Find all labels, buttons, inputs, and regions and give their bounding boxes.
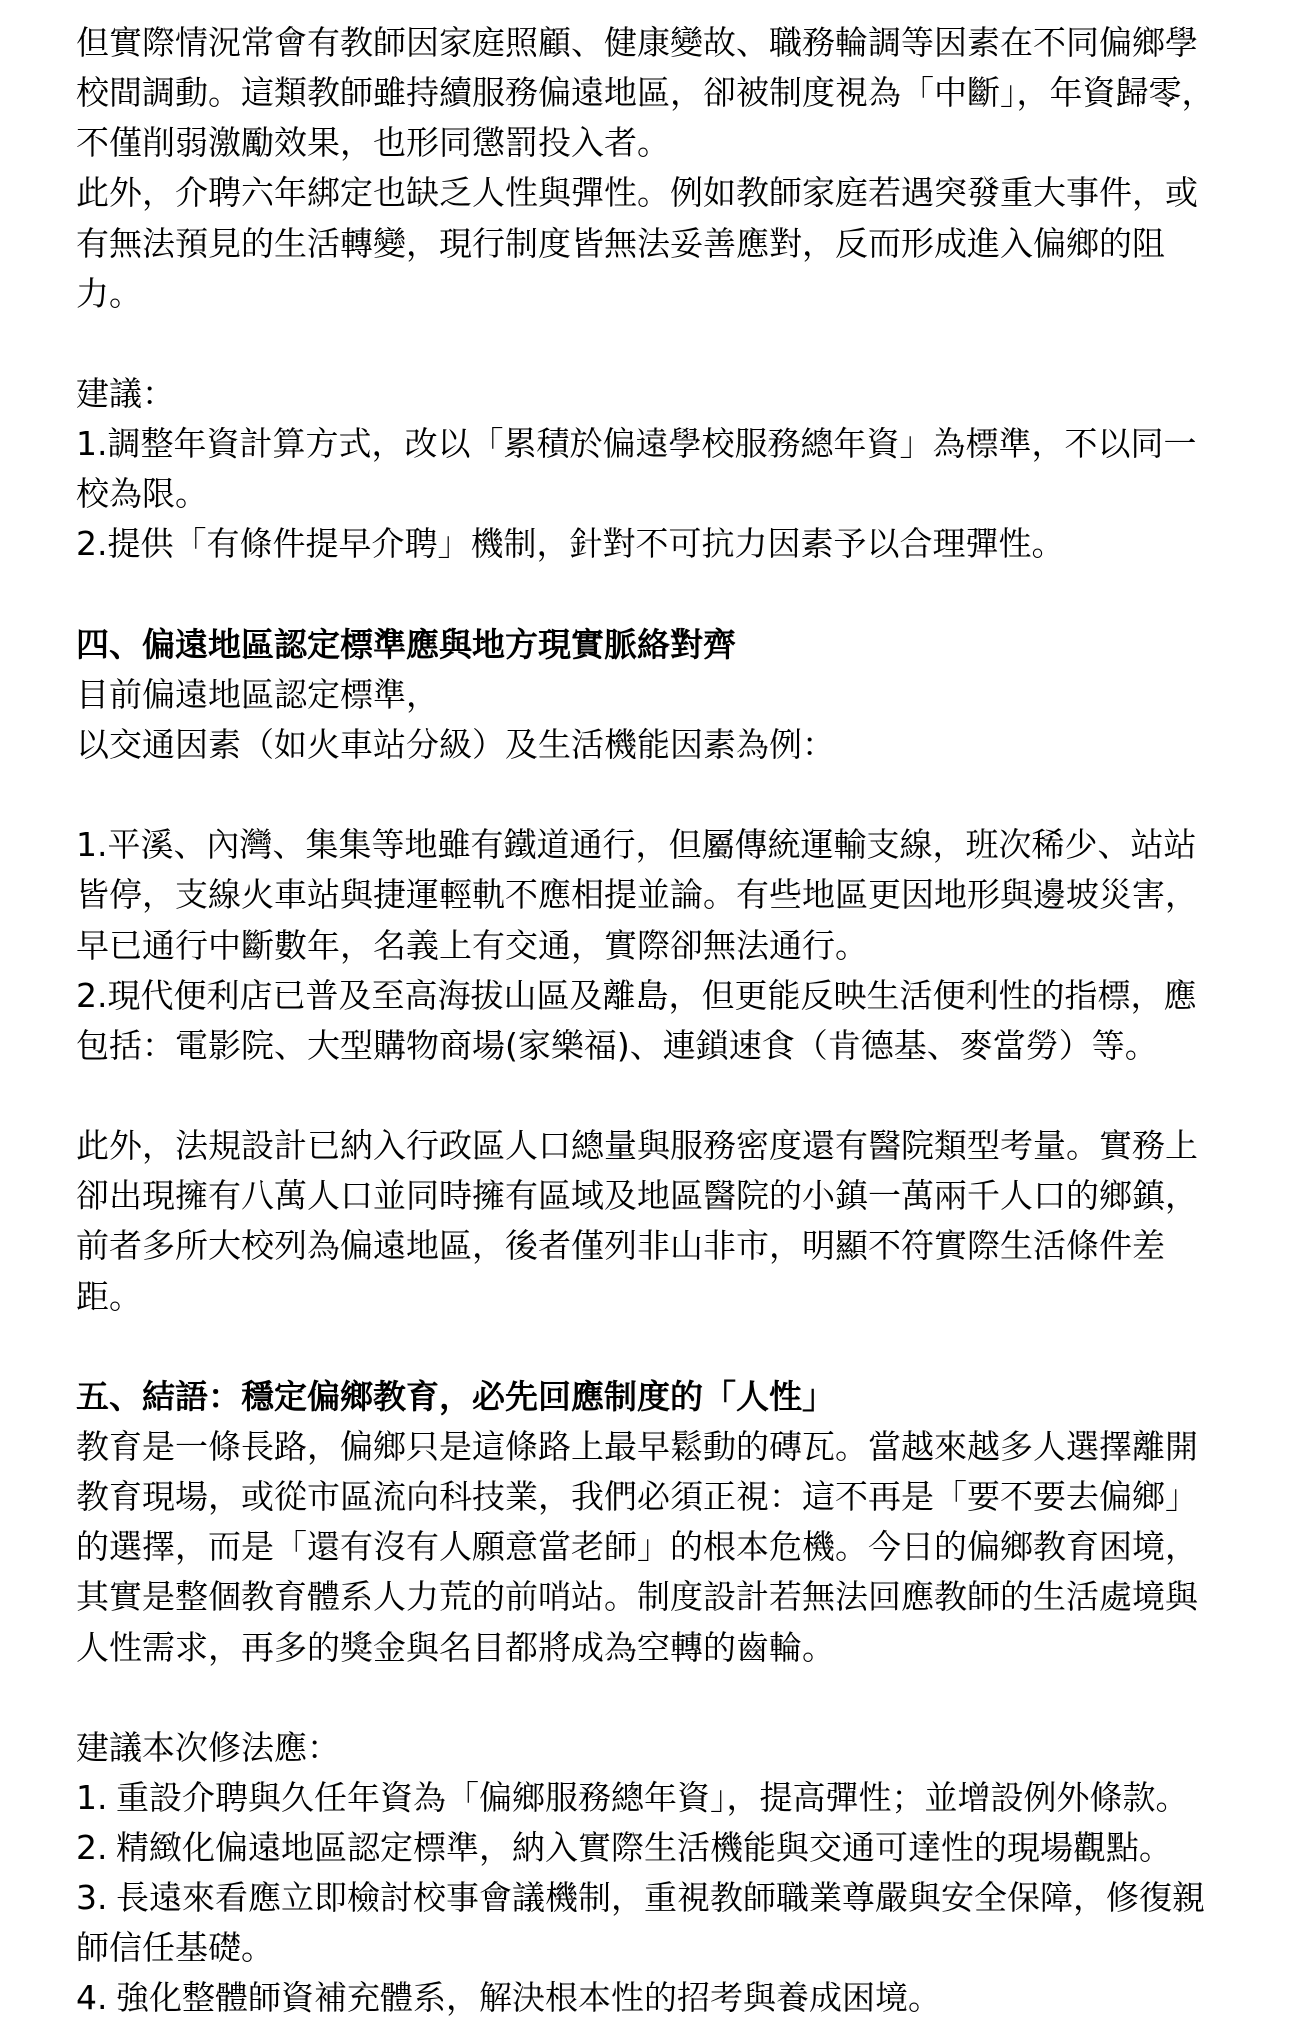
list-number: 1. bbox=[76, 1777, 108, 1817]
list-number: 3. bbox=[76, 1878, 108, 1918]
section-3-continuation bbox=[76, 18, 1276, 570]
list-number: 4. bbox=[76, 1978, 108, 2018]
point-line: 2.現代便利店已普及至高海拔山區及離島，但更能反映生活便利性的指標，應 bbox=[76, 975, 1197, 1015]
paragraph-line: 有無法預見的生活轉變，現行制度皆無法妥善應對，反而形成進入偏鄉的阻 bbox=[76, 223, 1165, 263]
paragraph-line: 不僅削弱激勵效果，也形同懲罰投入者。 bbox=[76, 123, 670, 163]
paragraph-line: 卻出現擁有八萬人口並同時擁有區域及地區醫院的小鎮一萬兩千人口的鄉鎮， bbox=[76, 1176, 1198, 1216]
blank-line bbox=[76, 570, 1276, 620]
paragraph-line: 但實際情況常會有教師因家庭照顧、健康變故、職務輪調等因素在不同偏鄉學 bbox=[76, 23, 1198, 62]
section-heading: 五、結語：穩定偏鄉教育，必先回應制度的「人性」 bbox=[76, 1376, 835, 1416]
point-line: 包括：電影院、大型購物商場(家樂福)、連鎖速食（肯德基、麥當勞）等。 bbox=[76, 1025, 1158, 1065]
suggestion-label: 建議： bbox=[76, 373, 175, 413]
paragraph-line: 人性需求，再多的獎金與名目都將成為空轉的齒輪。 bbox=[76, 1627, 835, 1667]
suggestion-line: 校為限。 bbox=[76, 474, 208, 514]
list-item-text: 長遠來看應立即檢討校事會議機制，重視教師職業尊嚴與安全保障，修復親 bbox=[116, 1878, 1205, 1918]
recommendation-item-4 bbox=[76, 1973, 1276, 2023]
section-4 bbox=[76, 620, 1276, 1322]
list-item-text: 強化整體師資補充體系，解決根本性的招考與養成困境。 bbox=[116, 1978, 941, 2018]
paragraph-line: 前者多所大校列為偏遠地區，後者僅列非山非市，明顯不符實際生活條件差 bbox=[76, 1226, 1165, 1266]
recommendation-item-2 bbox=[76, 1823, 1276, 1873]
recommendation-item-3 bbox=[76, 1873, 1276, 1923]
paragraph-line: 力。 bbox=[76, 273, 142, 313]
section-5 bbox=[76, 1372, 1276, 2024]
point-line: 早已通行中斷數年，名義上有交通，實際卻無法通行。 bbox=[76, 925, 868, 965]
list-item-continuation: 師信任基礎。 bbox=[76, 1928, 274, 1968]
suggestion-line: 2.提供「有條件提早介聘」機制，針對不可抗力因素予以合理彈性。 bbox=[76, 524, 1065, 564]
suggestion-line: 1.調整年資計算方式，改以「累積於偏遠學校服務總年資」為標準，不以同一 bbox=[76, 424, 1197, 464]
paragraph-line: 此外，介聘六年綁定也缺乏人性與彈性。例如教師家庭若遇突發重大事件，或 bbox=[76, 173, 1198, 213]
paragraph-line: 此外，法規設計已納入行政區人口總量與服務密度還有醫院類型考量。實務上 bbox=[76, 1126, 1198, 1166]
paragraph-line: 校間調動。這類教師雖持續服務偏遠地區，卻被制度視為「中斷」，年資歸零， bbox=[76, 73, 1215, 113]
section-heading: 四、偏遠地區認定標準應與地方現實脈絡對齊 bbox=[76, 624, 736, 664]
intro-line: 目前偏遠地區認定標準， bbox=[76, 674, 439, 714]
paragraph-line: 教育是一條長路，偏鄉只是這條路上最早鬆動的磚瓦。當越來越多人選擇離開 bbox=[76, 1426, 1198, 1466]
list-number: 2. bbox=[76, 1828, 108, 1868]
document-page bbox=[76, 18, 1276, 2024]
blank-line bbox=[76, 1071, 1276, 1121]
list-item-text: 精緻化偏遠地區認定標準，納入實際生活機能與交通可達性的現場觀點。 bbox=[116, 1828, 1172, 1868]
paragraph-line: 距。 bbox=[76, 1276, 142, 1316]
paragraph-line: 教育現場，或從市區流向科技業，我們必須正視：這不再是「要不要去偏鄉」 bbox=[76, 1477, 1198, 1517]
blank-line bbox=[76, 319, 1276, 369]
point-line: 1.平溪、內灣、集集等地雖有鐵道通行，但屬傳統運輸支線，班次稀少、站站 bbox=[76, 825, 1197, 865]
blank-line bbox=[76, 770, 1276, 820]
blank-line bbox=[76, 1673, 1276, 1723]
blank-line bbox=[76, 1322, 1276, 1372]
intro-line: 以交通因素（如火車站分級）及生活機能因素為例： bbox=[76, 724, 835, 764]
recommendation-item-1 bbox=[76, 1773, 1276, 1823]
paragraph-line: 的選擇，而是「還有沒有人願意當老師」的根本危機。今日的偏鄉教育困境， bbox=[76, 1527, 1198, 1567]
paragraph-line: 其實是整個教育體系人力荒的前哨站。制度設計若無法回應教師的生活處境與 bbox=[76, 1577, 1198, 1617]
list-item-text: 重設介聘與久任年資為「偏鄉服務總年資」，提高彈性；並增設例外條款。 bbox=[116, 1777, 1189, 1817]
recommend-label: 建議本次修法應： bbox=[76, 1727, 340, 1767]
point-line: 皆停，支線火車站與捷運輕軌不應相提並論。有些地區更因地形與邊坡災害， bbox=[76, 875, 1198, 915]
